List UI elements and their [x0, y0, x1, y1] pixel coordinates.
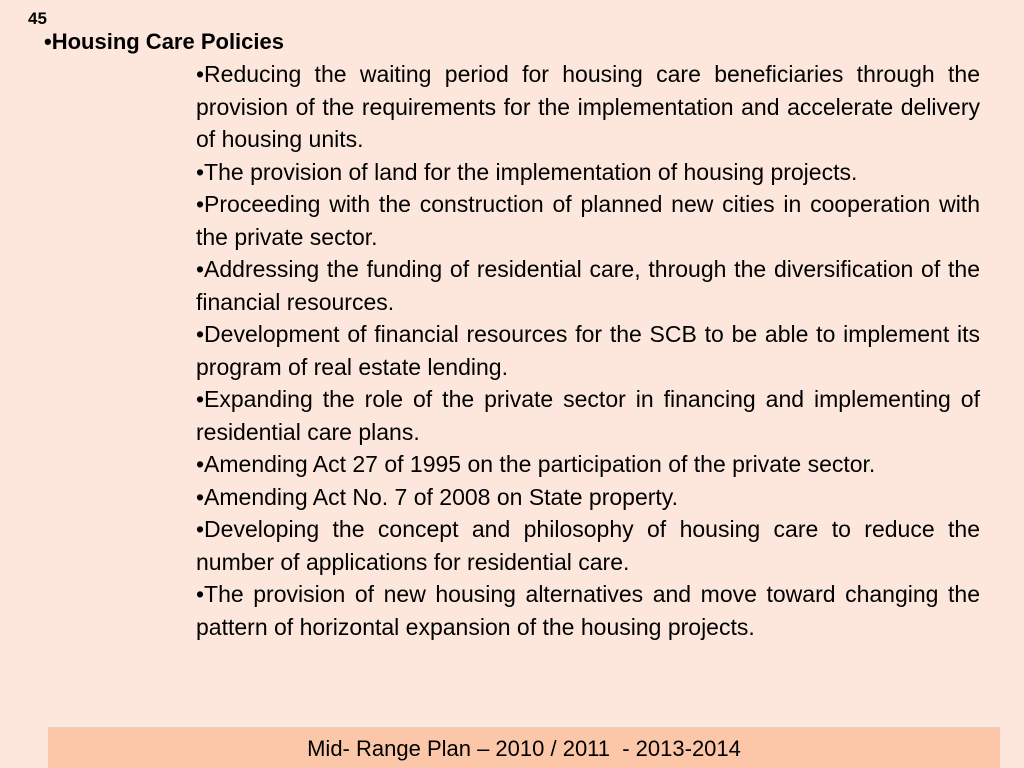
policy-item: •Developing the concept and philosophy of housing care to reduce the number of applications for residential care.: [196, 516, 980, 575]
policy-item: •Reducing the waiting period for housing care beneficiaries through the provision of the requirements for the implementation and accelerate delivery of housing units.: [196, 61, 980, 152]
policy-item: •Amending Act 27 of 1995 on the participation of the private sector.: [196, 451, 876, 477]
policy-item: •The provision of new housing alternatives and move toward changing the pattern of horizontal expansion of the housing projects.: [196, 581, 980, 640]
policy-item: •Amending Act No. 7 of 2008 on State property.: [196, 483, 678, 510]
policy-item: •The provision of land for the implementation of housing projects.: [196, 158, 858, 185]
section-heading: •Housing Care Policies: [44, 29, 284, 54]
slide-number: 45: [28, 9, 47, 28]
footer-band: [48, 725, 1000, 768]
footer-text: Mid- Range Plan – 2010 / 2011 - 2013-2014: [307, 736, 741, 761]
policy-item: •Expanding the role of the private sector in financing and implementing of residential care plans.: [196, 386, 980, 445]
policy-list: [196, 58, 980, 643]
policy-item: •Development of financial resources for the SCB to be able to implement its program of real estate lending.: [196, 321, 980, 380]
policy-item: •Proceeding with the construction of planned new cities in cooperation with the private sector.: [196, 191, 980, 250]
policy-item: •Addressing the funding of residential care, through the diversification of the financial resources.: [196, 256, 980, 315]
